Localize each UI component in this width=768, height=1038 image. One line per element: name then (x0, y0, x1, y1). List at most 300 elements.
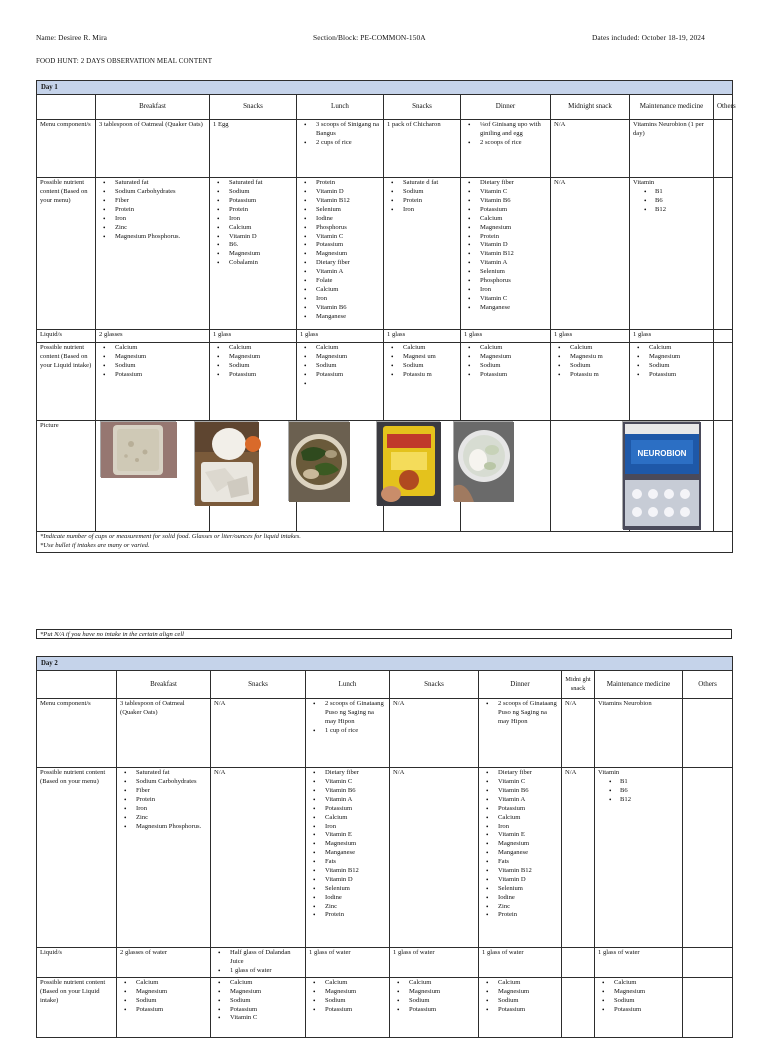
list-item: • Protein (325, 911, 386, 920)
list-item: • Vitamin B6 (498, 787, 558, 796)
list-item: • Potassium (498, 805, 558, 814)
document-title: FOOD HUNT: 2 DAYS OBSERVATION MEAL CONTENT (36, 57, 213, 65)
list-item: • Fiber (136, 787, 207, 796)
list-item: • Potassium (229, 197, 293, 206)
day1-liquid-lunch: 1 glass (297, 330, 384, 343)
day2-liquid-snacks (211, 948, 306, 978)
day2-col-snacks: Snacks (211, 671, 306, 699)
list-item: • Iron (136, 805, 207, 814)
bullet-list (120, 769, 207, 831)
list-item: • Protein (403, 197, 457, 206)
day1-menu-snacks-2: 1 pack of Chicharon (384, 120, 461, 178)
list-item: • Vitamin C (230, 1014, 302, 1023)
list-item: • Magnesium (136, 988, 207, 997)
day2-nutrient-breakfast (117, 768, 211, 948)
list-item: • 2 cups of rice (316, 139, 380, 148)
list-item: • Calcium (316, 344, 380, 353)
bullet-list (393, 979, 475, 1015)
day2-col-maintenance: Maintenance medicine (595, 671, 683, 699)
day1-pic-midnight-cell (551, 421, 630, 532)
bullet-list (213, 344, 293, 380)
list-item (316, 380, 380, 389)
list-item: • Magnesium (480, 353, 547, 362)
list-item: • Vitamin B6 (480, 197, 547, 206)
list-item: • Cobalamin (229, 259, 293, 268)
bullet-list (300, 121, 380, 148)
list-item: • Manganese (498, 849, 558, 858)
day2-menu-midnight: N/A (562, 699, 595, 768)
row-label-menu-2: Menu component/s (37, 699, 117, 768)
list-item: • Potassium (325, 1006, 386, 1015)
bullet-list (309, 769, 386, 920)
day2-col-others: Others (683, 671, 733, 699)
day1-menu-snacks: 1 Egg (210, 120, 297, 178)
note-bullets: *Use bullet if intakes are many or varied. (40, 542, 150, 550)
day2-col-dinner: Dinner (479, 671, 562, 699)
list-item: • B12 (655, 206, 710, 215)
list-item: • Magnesi um (403, 353, 457, 362)
day2-liquid-lunch: 1 glass of water (306, 948, 390, 978)
list-item: • Potassium (325, 805, 386, 814)
day1-liquid-row (37, 330, 733, 343)
list-item: • Iron (229, 215, 293, 224)
row-label-menu: Menu component/s (37, 120, 96, 178)
list-item: • Dietary fiber (498, 769, 558, 778)
list-item: • Calcium (480, 215, 547, 224)
list-item: • Potassium (230, 1006, 302, 1015)
list-item: • Saturated fat (229, 179, 293, 188)
list-item: • Vitamin D (498, 876, 558, 885)
list-item: • Calcium (498, 979, 558, 988)
list-item: • Manganese (325, 849, 386, 858)
day1-notes-row (37, 532, 733, 553)
list-item: • Zinc (325, 903, 386, 912)
day2-corner (37, 671, 117, 699)
list-item: • Fiber (115, 197, 206, 206)
list-item: • Sodium (614, 997, 679, 1006)
day1-col-maintenance: Maintenance medicine (630, 95, 714, 120)
list-item: • Manganese (316, 313, 380, 322)
egg-photo (194, 421, 258, 505)
list-item: • Magnesium (649, 353, 710, 362)
day2-liquid-others (683, 948, 733, 978)
list-item: • Vitamin C (480, 188, 547, 197)
day2-ln-breakfast (117, 977, 211, 1037)
list-item: • Potassium (229, 371, 293, 380)
list-item: • Iodine (498, 894, 558, 903)
list-item: • Dietary fiber (480, 179, 547, 188)
bullet-list (598, 979, 679, 1015)
list-item: • Potassium (409, 1006, 475, 1015)
day2-menu-row (37, 699, 733, 768)
list-item: • Iron (498, 823, 558, 832)
day2-col-midnight: Midni ght snack (562, 671, 595, 699)
day1-pic-others-cell (714, 421, 733, 532)
day2-menu-dinner (479, 699, 562, 768)
list-item: • Calcium (136, 979, 207, 988)
list-item: • Calcium (403, 344, 457, 353)
day2-menu-snacks: N/A (211, 699, 306, 768)
bullet-list (120, 979, 207, 1015)
sinigang-photo (288, 421, 349, 501)
list-item: • Vitamin C (316, 233, 380, 242)
list-item: • Vitamin A (480, 259, 547, 268)
list-item: • Vitamin A (316, 268, 380, 277)
list-item: • Potassium (115, 371, 206, 380)
list-item: • Vitamin C (325, 778, 386, 787)
day1-liquid-breakfast: 2 glasses (96, 330, 210, 343)
day1-col-others: Others (714, 95, 733, 120)
list-item: • Magnesium (325, 988, 386, 997)
day2-menu-snacks-2: N/A (390, 699, 479, 768)
day2-nutrient-lunch (306, 768, 390, 948)
bullet-list (554, 344, 626, 380)
day2-menu-maintenance: Vitamins Neurobion (595, 699, 683, 768)
list-item: • Vitamin B12 (480, 250, 547, 259)
note-measurement: *Indicate number of cups or measurement for solid food. Glasses or liter/ounces for liquid intakes. (40, 533, 301, 541)
day1-liquid-snacks-2: 1 glass (384, 330, 461, 343)
ginisang-upo-photo (453, 421, 513, 501)
bullet-list (300, 344, 380, 388)
list-item: • Selenium (498, 885, 558, 894)
day1-col-breakfast: Breakfast (96, 95, 210, 120)
list-item: • Folate (316, 277, 380, 286)
list-item: • Sodium (498, 997, 558, 1006)
day2-ln-dinner (479, 977, 562, 1037)
list-item: • Protein (498, 911, 558, 920)
list-item: • Vitamin B12 (325, 867, 386, 876)
day2-ln-others (683, 977, 733, 1037)
day1-liquid-snacks: 1 glass (210, 330, 297, 343)
list-item: • Vitamin E (325, 831, 386, 840)
day1-ln-dinner (461, 343, 551, 421)
list-item: • Half glass of Dalandan Juice (230, 949, 302, 967)
list-item: • Protein (115, 206, 206, 215)
list-item: • Calcium (325, 979, 386, 988)
list-item: • Protein (229, 206, 293, 215)
day2-nutrient-midnight: N/A (562, 768, 595, 948)
list-item: • B6 (655, 197, 710, 206)
list-item: • Vitamin D (229, 233, 293, 242)
list-item: • Calcium (316, 286, 380, 295)
bullet-list (482, 769, 558, 920)
day2-ln-lunch (306, 977, 390, 1037)
list-item: • Calcium (498, 814, 558, 823)
list-item: • Vitamin B12 (498, 867, 558, 876)
list-item: • Iron (316, 295, 380, 304)
day1-col-lunch: Lunch (297, 95, 384, 120)
day1-nutrient-maintenance (630, 178, 714, 330)
list-item: • Saturated fat (136, 769, 207, 778)
list-item: • Sodium (325, 997, 386, 1006)
list-item: • Zinc (498, 903, 558, 912)
list-item: • Calcium (325, 814, 386, 823)
day1-corner (37, 95, 96, 120)
list-item: • Calcium (230, 979, 302, 988)
list-item: • Magnesiu m (570, 353, 626, 362)
day2-liquid-midnight (562, 948, 595, 978)
list-item: • Potassium (649, 371, 710, 380)
list-item: • Calcium (229, 224, 293, 233)
section-block: Section/Block: PE-COMMON-150A (313, 33, 426, 42)
bullet-list (464, 344, 547, 380)
day1-nutrient-midnight: N/A (551, 178, 630, 330)
list-item: • Calcium (115, 344, 206, 353)
row-label-liquid-2: Liquid/s (37, 948, 117, 978)
list-item: • Protein (136, 796, 207, 805)
bullet-list (464, 179, 547, 312)
list-item: • Potassium (136, 1006, 207, 1015)
list-item: • Vitamin C (480, 295, 547, 304)
list-item: • Zinc (136, 814, 207, 823)
list-item: • Sodium (230, 997, 302, 1006)
day2-col-snacks-2: Snacks (390, 671, 479, 699)
row-label-liquid-nutrient: Possible nutrient content (Based on your Liquid intake) (37, 343, 96, 421)
list-item: • Iron (480, 286, 547, 295)
bullet-list (309, 979, 386, 1015)
day1-menu-dinner (461, 120, 551, 178)
list-item: • Magnesium (614, 988, 679, 997)
list-item: • Sodium (409, 997, 475, 1006)
list-item: • Saturated fat (115, 179, 206, 188)
list-item: • Vitamin E (498, 831, 558, 840)
day1-menu-lunch (297, 120, 384, 178)
list-item: • Magnesium (229, 250, 293, 259)
list-item: • Sodium (403, 362, 457, 371)
day2-liquid-maintenance: 1 glass of water (595, 948, 683, 978)
list-item: • Magnesium (230, 988, 302, 997)
list-item: • 2 scoops of Ginataang Puso ng Saging na may Hipon (498, 700, 558, 727)
list-item: • Magnesium (115, 353, 206, 362)
day2-col-lunch: Lunch (306, 671, 390, 699)
day1-col-midnight: Midnight snack (551, 95, 630, 120)
day2-liquid-row (37, 948, 733, 978)
bullet-list (309, 700, 386, 736)
list-item: • Protein (480, 233, 547, 242)
list-item: • B12 (620, 796, 679, 805)
na-note: *Put N/A if you have no intake in the certain align cell (36, 629, 732, 639)
day2-liquid-dinner: 1 glass of water (479, 948, 562, 978)
list-item: • Iron (403, 206, 457, 215)
day1-col-dinner: Dinner (461, 95, 551, 120)
student-name: Name: Desiree R. Mira (36, 33, 108, 42)
list-item: • B6 (620, 787, 679, 796)
day2-liquid-snacks-2: 1 glass of water (390, 948, 479, 978)
dates-included: Dates included: October 18-19, 2024 (592, 33, 705, 42)
list-item: • Vitamin D (325, 876, 386, 885)
list-item: • 1 glass of water (230, 967, 302, 976)
day2-nutrient-dinner (479, 768, 562, 948)
row-label-picture: Picture (37, 421, 96, 532)
day1-title: Day 1 (37, 81, 733, 95)
list-item: • Iodine (325, 894, 386, 903)
list-item: • Magnesium (498, 988, 558, 997)
day2-menu-others (683, 699, 733, 768)
day1-ln-maintenance (630, 343, 714, 421)
bullet-list (213, 179, 293, 268)
day1-menu-others (714, 120, 733, 178)
day1-menu-breakfast: 3 tablespoon of Oatmeal (Quaker Oats) (96, 120, 210, 178)
bullet-list (482, 979, 558, 1015)
day1-liquid-others (714, 330, 733, 343)
list-item: • Selenium (325, 885, 386, 894)
list-item: • Sodium (480, 362, 547, 371)
list-item: • Phosphorus (316, 224, 380, 233)
list-item: • Calcium (229, 344, 293, 353)
list-item: • Vitamin D (480, 241, 547, 250)
list-item: • Protein (316, 179, 380, 188)
list-item: • Sodium (229, 188, 293, 197)
row-label-nutrient: Possible nutrient content (Based on your menu) (37, 178, 96, 330)
day1-menu-maintenance: Vitamins Neurobion (1 per day) (630, 120, 714, 178)
day1-nutrient-dinner (461, 178, 551, 330)
list-item: • Sodium (403, 188, 457, 197)
list-item: • Vitamin A (325, 796, 386, 805)
day2-menu-lunch (306, 699, 390, 768)
list-item: • Magnesium (409, 988, 475, 997)
list-item: • Vitamin A (498, 796, 558, 805)
list-item: • Sodium (115, 362, 206, 371)
list-item: • Fats (498, 858, 558, 867)
day2-table (36, 656, 733, 1038)
day1-col-snacks: Snacks (210, 95, 297, 120)
list-item: • Potassiu m (403, 371, 457, 380)
day1-nutrient-breakfast (96, 178, 210, 330)
day1-liquid-dinner: 1 glass (461, 330, 551, 343)
neurobion-label: NEUROBION (637, 449, 687, 458)
day1-nutrient-others (714, 178, 733, 330)
list-item: • Selenium (316, 206, 380, 215)
list-item: • B1 (655, 188, 710, 197)
day1-ln-snacks-2 (384, 343, 461, 421)
day1-liquid-maintenance: 1 glass (630, 330, 714, 343)
list-item: • Sodium (316, 362, 380, 371)
list-item: • Magnesium (316, 250, 380, 259)
list-item: • Sodium (649, 362, 710, 371)
list-item: • 3 scoops of Sinigang na Bangus (316, 121, 380, 139)
list-item: • Sodium Carbohydrates (115, 188, 206, 197)
day1-liquid-nutrient-row (37, 343, 733, 421)
list-item: • B1 (620, 778, 679, 787)
list-item: • B6. (229, 241, 293, 250)
vitamin-heading-2: Vitamin (598, 769, 620, 777)
list-item: • Magnesium (325, 840, 386, 849)
day2-ln-maintenance (595, 977, 683, 1037)
day2-liquid-breakfast: 2 glasses of water (117, 948, 211, 978)
row-label-liquid: Liquid/s (37, 330, 96, 343)
day2-nutrient-maintenance (595, 768, 683, 948)
vitamin-heading: Vitamin (633, 179, 655, 187)
list-item: • Potassium (480, 206, 547, 215)
list-item: • Iron (115, 215, 206, 224)
list-item: • Iron (325, 823, 386, 832)
list-item: • Selenium (480, 268, 547, 277)
bullet-list (99, 344, 206, 380)
list-item: • Zinc (115, 224, 206, 233)
list-item: • Potassium (614, 1006, 679, 1015)
day1-ln-snacks (210, 343, 297, 421)
list-item: • Potassium (498, 1006, 558, 1015)
day1-ln-breakfast (96, 343, 210, 421)
list-item: • Vitamin C (498, 778, 558, 787)
day1-nutrient-snacks-2 (384, 178, 461, 330)
list-item: • Magnesium Phosphorus. (136, 823, 207, 832)
day2-nutrient-others (683, 768, 733, 948)
list-item: • Dietary fiber (325, 769, 386, 778)
list-item: • Calcium (614, 979, 679, 988)
list-item: • Potassium (316, 241, 380, 250)
day1-ln-lunch (297, 343, 384, 421)
list-item: • Magnesium (480, 224, 547, 233)
list-item: • Sodium (136, 997, 207, 1006)
list-item: • Iodine (316, 215, 380, 224)
bullet-list (633, 344, 710, 380)
bullet-list (598, 778, 679, 805)
oatmeal-photo (100, 421, 176, 477)
day1-ln-midnight (551, 343, 630, 421)
bullet-list (387, 179, 457, 215)
list-item: • Magnesium (316, 353, 380, 362)
day1-menu-row (37, 120, 733, 178)
day2-liquid-nutrient-row (37, 977, 733, 1037)
day1-liquid-midnight: 1 glass (551, 330, 630, 343)
list-item: • ¼of Ginisang upo with giniling and egg (480, 121, 547, 139)
row-label-liquid-nutrient-2: Possible nutrient content (Based on your Liquid intake) (37, 977, 117, 1037)
bullet-list (300, 179, 380, 321)
bullet-list (99, 179, 206, 241)
list-item: • Sodium (570, 362, 626, 371)
day2-nutrient-row (37, 768, 733, 948)
list-item: • Potassium (316, 371, 380, 380)
list-item: • Sodium Carbohydrates (136, 778, 207, 787)
row-label-nutrient-2: Possible nutrient content (Based on your menu) (37, 768, 117, 948)
day2-ln-midnight (562, 977, 595, 1037)
list-item: • Vitamin B12 (316, 197, 380, 206)
list-item: • 1 cup of rice (325, 727, 386, 736)
list-item: • Potassium (480, 371, 547, 380)
day2-title: Day 2 (37, 657, 733, 671)
list-item: • 2 scoops of Ginataang Puso ng Saging na may Hipon (325, 700, 386, 727)
list-item: • Vitamin B6 (325, 787, 386, 796)
list-item: • Calcium (570, 344, 626, 353)
list-item: • Magnesium Phosphorus. (115, 233, 206, 242)
chicharon-photo (376, 421, 440, 505)
list-item: • Calcium (649, 344, 710, 353)
bullet-list (387, 344, 457, 380)
list-item: • Calcium (480, 344, 547, 353)
day1-nutrient-lunch (297, 178, 384, 330)
day1-ln-others (714, 343, 733, 421)
bullet-list (214, 949, 302, 976)
list-item: • Vitamin D (316, 188, 380, 197)
neurobion-photo (622, 421, 700, 529)
bullet-list (464, 121, 547, 148)
list-item: • Saturate d fat (403, 179, 457, 188)
day1-nutrient-snacks (210, 178, 297, 330)
list-item: • Phosphorus (480, 277, 547, 286)
list-item: • Calcium (409, 979, 475, 988)
list-item: • 2 scoops of rice (480, 139, 547, 148)
day1-col-snacks-2: Snacks (384, 95, 461, 120)
list-item: • Fats (325, 858, 386, 867)
day1-menu-midnight: N/A (551, 120, 630, 178)
day1-nutrient-row (37, 178, 733, 330)
list-item: • Sodium (229, 362, 293, 371)
list-item: • Magnesium (498, 840, 558, 849)
day2-nutrient-snacks-2: N/A (390, 768, 479, 948)
list-item: • Magnesium (229, 353, 293, 362)
list-item: • Vitamin B6 (316, 304, 380, 313)
